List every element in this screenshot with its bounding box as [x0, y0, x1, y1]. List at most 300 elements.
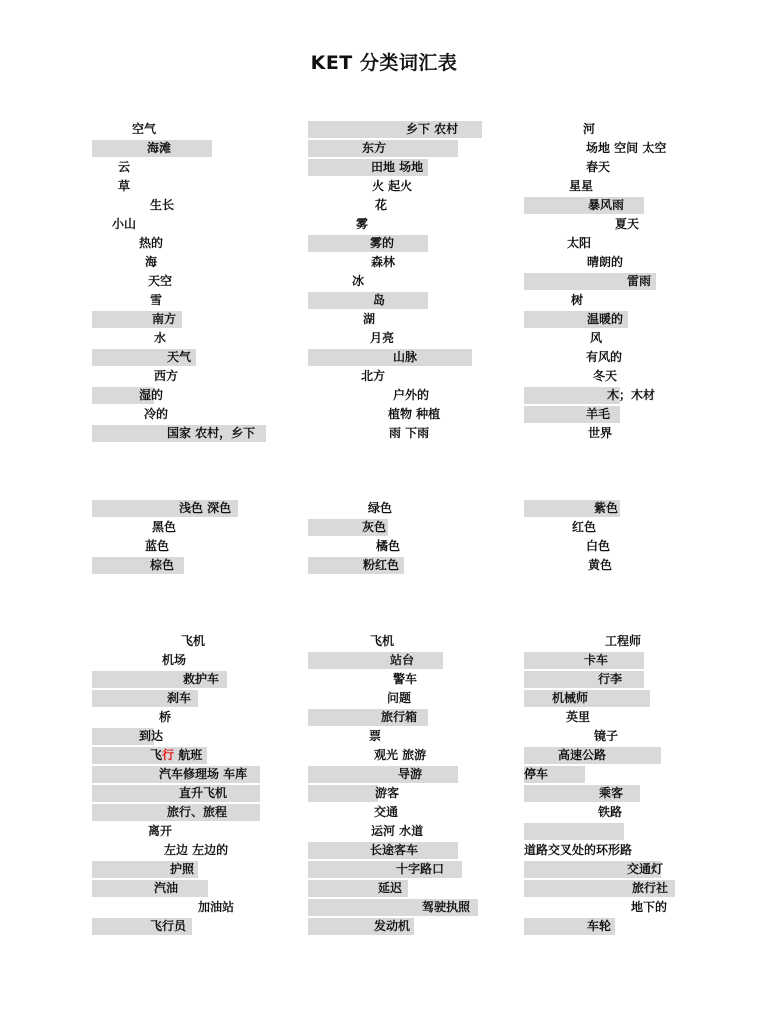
vocab-row	[308, 538, 498, 555]
vocab-row	[524, 500, 620, 517]
vocab-row	[524, 311, 628, 328]
vocab-word	[607, 387, 655, 404]
vocab-word-text: 到达	[139, 729, 164, 743]
vocab-row	[308, 633, 498, 650]
vocab-word	[118, 159, 130, 176]
vocab-word	[139, 387, 163, 404]
vocab-word-text: 护照	[170, 862, 195, 876]
vocab-word	[150, 557, 174, 574]
vocab-word	[147, 140, 171, 157]
vocab-row	[92, 861, 198, 878]
vocab-row	[308, 178, 498, 195]
vocab-word	[378, 880, 402, 897]
vocab-row	[92, 387, 164, 404]
vocab-word	[139, 235, 163, 252]
vocab-row	[92, 709, 282, 726]
vocab-row	[524, 918, 615, 935]
vocab-row	[92, 918, 192, 935]
vocab-word-text: 蓝色	[145, 539, 170, 553]
vocab-word-text: 交通	[374, 805, 399, 819]
vocab-word	[144, 406, 168, 423]
vocab-word	[586, 159, 610, 176]
vocab-row	[92, 235, 282, 252]
vocab-word	[388, 406, 440, 423]
vocab-word	[566, 709, 590, 726]
vocab-row	[92, 899, 282, 916]
vocab-row	[308, 652, 443, 669]
vocab-row	[92, 368, 282, 385]
vocab-word	[362, 519, 386, 536]
vocab-word-text: 乡下 农村	[406, 122, 459, 136]
vocab-row	[524, 235, 714, 252]
vocab-word-text: 工程师	[605, 634, 642, 648]
vocab-word	[154, 880, 178, 897]
vocab-row	[524, 728, 714, 745]
vocab-row	[92, 292, 282, 309]
vocab-row	[92, 311, 182, 328]
vocab-row	[524, 899, 714, 916]
vocab-word	[132, 121, 156, 138]
vocab-row	[524, 709, 714, 726]
vocab-word	[583, 121, 595, 138]
vocab-word-text: 旅行、旅程	[167, 805, 228, 819]
vocab-row	[308, 899, 478, 916]
vocab-word-text: 场地 空间 太空	[586, 141, 667, 155]
vocab-word	[371, 254, 395, 271]
vocab-word-text: 东方	[362, 141, 387, 155]
vocab-word-text: 行李	[598, 672, 623, 686]
vocab-word	[118, 178, 130, 195]
vocab-word-text: 春天	[586, 160, 611, 174]
vocab-row	[524, 804, 714, 821]
vocab-word	[371, 159, 423, 176]
vocab-word-text: 灰色	[362, 520, 387, 534]
vocab-word-text: 旅行箱	[381, 710, 418, 724]
vocab-row	[92, 425, 266, 442]
vocab-word-text: 夏天	[615, 217, 640, 231]
vocab-word-text: 红色	[572, 520, 597, 534]
vocab-word-text: 橘色	[376, 539, 401, 553]
vocab-row	[524, 538, 714, 555]
vocab-row	[524, 842, 714, 859]
vocab-word	[593, 368, 617, 385]
vocab-row	[524, 766, 585, 783]
vocab-word	[152, 311, 176, 328]
vocab-word-text: 旅行社	[632, 881, 669, 895]
vocab-word-text: 汽油	[154, 881, 179, 895]
vocab-row	[524, 519, 714, 536]
vocab-row	[92, 652, 282, 669]
vocab-word	[371, 823, 423, 840]
vocab-row	[524, 197, 644, 214]
vocab-row	[92, 519, 282, 536]
vocab-word	[183, 671, 219, 688]
vocab-word	[396, 861, 444, 878]
vocab-row	[92, 557, 184, 574]
vocab-row	[524, 368, 714, 385]
vocab-word	[590, 330, 602, 347]
vocab-row	[92, 216, 282, 233]
vocab-word-text: 发动机	[374, 919, 411, 933]
vocab-word-text: 空气	[132, 122, 157, 136]
vocab-word-text: 机械师	[552, 691, 589, 705]
vocab-word-text: 有风的	[586, 350, 623, 364]
vocab-word-text: 白色	[586, 539, 611, 553]
vocab-row	[524, 254, 714, 271]
vocab-word	[154, 368, 178, 385]
vocab-word-text: 救护车	[183, 672, 220, 686]
vocab-word-text: 问题	[387, 691, 412, 705]
vocab-word	[150, 292, 162, 309]
vocab-word-text: 田地 场地	[371, 160, 424, 174]
vocab-word	[352, 273, 364, 290]
vocab-row	[308, 349, 472, 366]
vocab-word	[587, 254, 623, 271]
vocab-word	[374, 747, 426, 764]
vocab-word	[148, 273, 172, 290]
vocab-row	[524, 785, 640, 802]
vocab-row	[92, 197, 282, 214]
vocab-word-text: 热的	[139, 236, 164, 250]
vocab-word	[584, 652, 608, 669]
vocab-word-text: 停车	[524, 767, 549, 781]
vocab-word-text: 植物 种植	[388, 407, 441, 421]
vocab-word-text: 雾	[356, 217, 369, 231]
vocab-word-text: 票	[369, 729, 382, 743]
vocab-word	[374, 804, 398, 821]
vocab-word	[598, 804, 622, 821]
vocab-word	[381, 709, 417, 726]
vocab-row	[308, 368, 498, 385]
vocab-row	[308, 823, 498, 840]
vocab-word	[159, 709, 171, 726]
vocab-row	[92, 747, 207, 764]
vocab-row	[92, 842, 282, 859]
vocab-row	[308, 880, 408, 897]
vocab-word-text: 花	[375, 198, 388, 212]
vocab-word-text: 木；木材	[607, 388, 656, 402]
vocab-word-text: 加油站	[198, 900, 235, 914]
vocab-row	[524, 349, 714, 366]
vocab-word	[363, 557, 399, 574]
vocab-word-text: 国家 农村，乡下	[167, 426, 256, 440]
vocab-word	[148, 823, 172, 840]
vocab-word-text: 棕色	[150, 558, 175, 572]
vocab-row	[308, 216, 498, 233]
vocab-word-text: 湖	[363, 312, 376, 326]
vocab-word-text: 森林	[371, 255, 396, 269]
vocab-row	[524, 747, 661, 764]
vocab-word-text: 世界	[588, 426, 613, 440]
vocab-word-text: 南方	[152, 312, 177, 326]
vocab-row	[308, 121, 482, 138]
vocab-word-text: 左边 左边的	[164, 843, 229, 857]
vocab-word	[159, 766, 247, 783]
vocab-word	[370, 842, 418, 859]
vocab-word-text: 乘客	[599, 786, 624, 800]
vocab-word-text: 草	[118, 179, 131, 193]
vocab-word	[586, 349, 622, 366]
vocab-word-text: 镜子	[594, 729, 619, 743]
vocab-row	[92, 159, 282, 176]
vocab-row	[524, 216, 714, 233]
vocab-word-text: 飞机	[370, 634, 395, 648]
vocab-word	[152, 519, 176, 536]
vocab-word	[356, 216, 368, 233]
vocab-word-text: 警车	[393, 672, 418, 686]
vocab-word-text: 交通灯	[627, 862, 664, 876]
vocab-word-text: 浅色 深色	[179, 501, 232, 515]
vocab-word	[374, 918, 410, 935]
vocab-row	[308, 519, 388, 536]
vocab-word-text: 水	[154, 331, 167, 345]
vocab-row	[308, 311, 498, 328]
vocab-word	[588, 425, 612, 442]
vocab-row	[92, 500, 238, 517]
vocab-word-text: 长途客车	[370, 843, 419, 857]
vocab-word-text: 北方	[361, 369, 386, 383]
vocab-word-text: 运河 水道	[371, 824, 424, 838]
vocab-word	[524, 842, 632, 859]
vocab-word	[569, 178, 593, 195]
vocab-word-text: 高速公路	[558, 748, 607, 762]
vocab-word	[376, 538, 400, 555]
page-title: KET 分类词汇表	[310, 52, 458, 74]
vocab-word-text: 岛	[373, 293, 386, 307]
vocab-row	[308, 690, 498, 707]
vocab-word-text: 海滩	[147, 141, 172, 155]
vocab-word	[150, 918, 186, 935]
vocab-word	[594, 728, 618, 745]
vocab-word-text: 黑色	[152, 520, 177, 534]
vocab-row	[308, 785, 400, 802]
vocab-row	[92, 690, 198, 707]
vocab-word	[571, 292, 583, 309]
vocab-row	[524, 273, 656, 290]
vocab-word-text: 游客	[375, 786, 400, 800]
vocab-row	[524, 330, 714, 347]
vocab-word	[599, 785, 623, 802]
vocab-word-text: 铁路	[598, 805, 623, 819]
vocab-word	[150, 197, 174, 214]
vocab-row	[308, 804, 498, 821]
vocab-word	[524, 766, 548, 783]
vocab-word	[167, 349, 191, 366]
vocab-row	[524, 823, 624, 840]
vocab-row	[92, 254, 282, 271]
vocab-word	[368, 500, 392, 517]
vocab-row	[524, 425, 714, 442]
vocab-word	[179, 785, 227, 802]
vocab-word	[406, 121, 458, 138]
vocab-word	[375, 785, 399, 802]
vocab-word-text: 河	[583, 122, 596, 136]
vocab-row	[92, 178, 282, 195]
vocab-word	[393, 387, 429, 404]
vocab-word	[389, 425, 429, 442]
vocab-word	[393, 671, 417, 688]
vocab-word	[598, 671, 622, 688]
vocab-word-text: 雾的	[370, 236, 395, 250]
vocab-word-text: 车轮	[587, 919, 612, 933]
vocab-word	[586, 140, 666, 157]
vocab-word-text: 暴风雨	[588, 198, 625, 212]
vocab-word-text: 树	[571, 293, 584, 307]
vocab-word-text: 冬天	[593, 369, 618, 383]
vocab-row	[308, 330, 498, 347]
vocab-word-red-part: 行	[162, 748, 175, 762]
vocab-word-text: 星星	[569, 179, 594, 193]
vocab-row	[524, 406, 620, 423]
vocab-row	[92, 140, 212, 157]
vocab-word-text: 天气	[167, 350, 192, 364]
vocab-word	[373, 292, 385, 309]
vocab-row	[308, 671, 498, 688]
vocab-row	[92, 633, 282, 650]
vocab-row	[92, 671, 227, 688]
vocab-word-text: 云	[118, 160, 131, 174]
vocab-row	[308, 709, 428, 726]
vocab-word-text: 粉红色	[363, 558, 400, 572]
vocab-row	[308, 140, 458, 157]
vocab-word-text: 英里	[566, 710, 591, 724]
vocab-row	[308, 425, 498, 442]
vocab-word	[387, 690, 411, 707]
vocab-word	[558, 747, 606, 764]
vocab-row	[308, 766, 458, 783]
vocab-row	[524, 671, 644, 688]
vocab-word	[586, 538, 610, 555]
vocab-word	[390, 652, 414, 669]
vocab-row	[524, 690, 650, 707]
vocab-row	[92, 330, 282, 347]
vocab-word	[167, 804, 227, 821]
vocab-word-text: 飞行员	[150, 919, 187, 933]
vocab-word-text: 刹车	[167, 691, 192, 705]
vocab-word-suffix: 航班	[174, 748, 203, 762]
vocab-word	[587, 918, 611, 935]
vocab-word-text: 月亮	[370, 331, 395, 345]
vocab-row	[308, 918, 414, 935]
vocab-row	[524, 178, 714, 195]
vocab-word	[422, 899, 470, 916]
vocab-word-text: 雪	[150, 293, 163, 307]
vocab-row	[92, 349, 196, 366]
vocab-word-text: 十字路口	[396, 862, 445, 876]
vocab-word-text: 雨 下雨	[389, 426, 430, 440]
vocab-word-text: 驾驶执照	[422, 900, 471, 914]
vocab-word	[112, 216, 136, 233]
vocab-word	[154, 330, 166, 347]
vocab-row	[308, 842, 458, 859]
vocab-word	[588, 557, 612, 574]
vocab-row	[308, 254, 498, 271]
vocab-row	[308, 159, 428, 176]
vocab-word-text: 太阳	[567, 236, 592, 250]
vocab-word	[167, 425, 255, 442]
vocab-word	[179, 500, 231, 517]
vocab-word	[627, 861, 663, 878]
vocab-word-text: 小山	[112, 217, 137, 231]
vocab-word-text: 冷的	[144, 407, 169, 421]
vocab-word	[594, 500, 618, 517]
vocab-word	[145, 254, 157, 271]
vocab-word-text: 绿色	[368, 501, 393, 515]
vocab-word	[363, 311, 375, 328]
vocab-word	[372, 178, 412, 195]
vocab-word-text: 离开	[148, 824, 173, 838]
vocab-row	[308, 235, 428, 252]
vocab-row	[92, 728, 164, 745]
vocab-word-text: 温暖的	[587, 312, 624, 326]
vocab-word-text: 羊毛	[586, 407, 611, 421]
vocab-row	[524, 652, 644, 669]
vocab-row	[524, 633, 714, 650]
vocab-row	[524, 861, 664, 878]
vocab-row	[308, 273, 498, 290]
vocab-row	[524, 880, 675, 897]
vocab-word-text: 风	[590, 331, 603, 345]
vocab-row	[92, 766, 260, 783]
vocab-row	[92, 823, 282, 840]
vocab-word-text: 汽车修理场 车库	[159, 767, 248, 781]
vocab-row	[524, 140, 714, 157]
vocab-row	[92, 273, 282, 290]
vocab-row	[308, 292, 428, 309]
vocab-word	[361, 368, 385, 385]
vocab-word-text: 导游	[398, 767, 423, 781]
vocab-row	[308, 406, 498, 423]
vocab-word	[375, 197, 387, 214]
vocab-word-text: 湿的	[139, 388, 164, 402]
vocab-word-text: 卡车	[584, 653, 609, 667]
vocab-word-text: 观光 旅游	[374, 748, 427, 762]
vocab-word	[139, 728, 163, 745]
vocab-word	[587, 311, 623, 328]
vocab-row	[308, 387, 498, 404]
vocab-row	[524, 387, 656, 404]
vocab-word	[170, 861, 194, 878]
vocab-row	[524, 557, 714, 574]
vocab-word-text: 山脉	[393, 350, 418, 364]
vocab-word	[572, 519, 596, 536]
vocab-row	[524, 121, 714, 138]
vocab-word	[586, 406, 610, 423]
vocab-word	[370, 235, 394, 252]
vocab-word	[370, 633, 394, 650]
vocab-word-text: 黄色	[588, 558, 613, 572]
vocab-word	[398, 766, 422, 783]
vocab-row	[92, 121, 282, 138]
vocab-word-text: 飞机	[181, 634, 206, 648]
vocab-word	[588, 197, 624, 214]
vocab-word-text: 站台	[390, 653, 415, 667]
vocab-row	[92, 880, 208, 897]
vocab-word-text: 地下的	[631, 900, 668, 914]
vocab-word-text: 紫色	[594, 501, 619, 515]
vocab-row	[308, 747, 498, 764]
vocab-word	[162, 652, 186, 669]
vocab-row	[308, 861, 462, 878]
vocab-word-text: 户外的	[393, 388, 430, 402]
vocab-row	[92, 785, 260, 802]
vocab-word	[167, 690, 191, 707]
vocab-row	[92, 804, 260, 821]
vocab-word	[164, 842, 228, 859]
vocab-word-text: 晴朗的	[587, 255, 624, 269]
vocab-row	[524, 159, 714, 176]
vocab-word	[631, 899, 667, 916]
